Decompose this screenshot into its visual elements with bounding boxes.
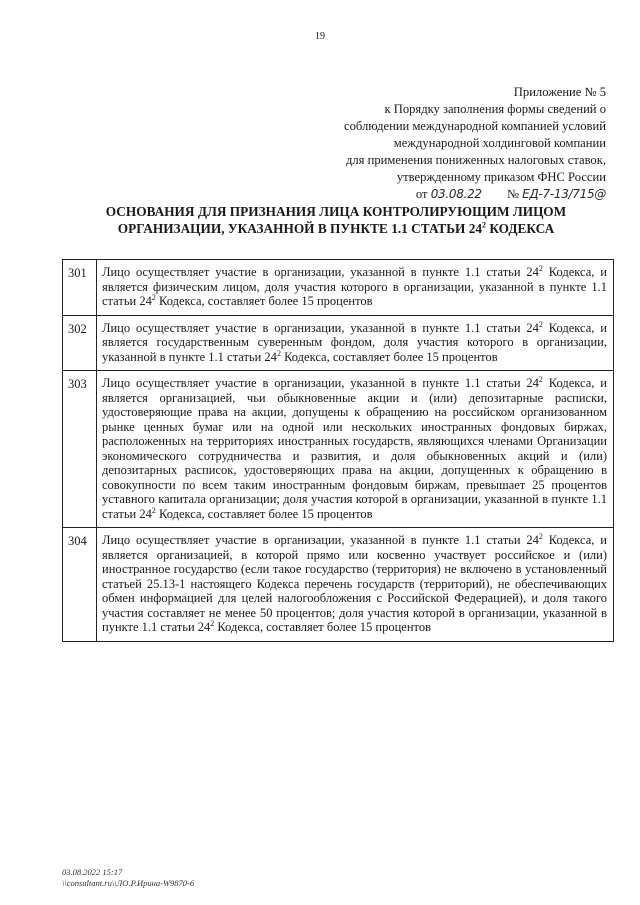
row-text: Лицо осуществляет участие в организации, указанной в пункте 1.1 статьи 24 — [102, 265, 539, 279]
appendix-line: для применения пониженных налоговых ставок, — [345, 153, 606, 167]
row-text: Кодекса, составляет более 15 процентов — [155, 506, 373, 521]
title-superscript: 2 — [482, 220, 486, 230]
table-row — [63, 260, 614, 316]
row-code: 304 — [63, 528, 97, 642]
row-text: Кодекса, составляет более 15 процентов — [155, 294, 373, 308]
row-sup: 2 — [538, 531, 543, 541]
row-sup: 2 — [276, 348, 281, 358]
row-text: Кодекса, и является организацией, чьи обыкновенные акции и (или) депозитарные расписки, удостоверяющие права на акции, допущены к обращению на российском организованном рынке ценных бумаг или на одной или нескольких иностранных фондовых биржах, расположенных на территориях иностранных государств, являющихся членами Организации экономического сотрудничества и развития, и доля обыкновенных акций и (или) депозитарных расписок, удостоверяющих права на акции, допущенных к обращению в совокупности по всем таким иностранным фондовым биржам, превышает 25 процентов уставного капитала организации; доля участия которой в организации, указанной в пункте 1.1 статьи 24 — [102, 376, 607, 521]
table-row — [63, 528, 614, 642]
title-line-1: ОСНОВАНИЯ ДЛЯ ПРИЗНАНИЯ ЛИЦА КОНТРОЛИРУЮЩИМ ЛИЦОМ — [105, 204, 567, 219]
row-text: Кодекса, составляет более 15 процентов — [280, 349, 498, 364]
row-sup: 2 — [538, 374, 543, 384]
row-code: 301 — [63, 260, 97, 316]
title-line-2 — [64, 220, 608, 237]
appendix-line: соблюдении международной компанией условий — [344, 119, 606, 133]
title-line-2-end: КОДЕКСА — [486, 221, 555, 236]
row-description — [97, 260, 614, 316]
table-row — [63, 371, 614, 528]
row-text: Лицо осуществляет участие в организации, указанной в пункте 1.1 статьи 24 — [102, 320, 539, 335]
row-sup: 2 — [151, 505, 156, 515]
row-sup: 2 — [151, 292, 156, 302]
number-prefix: № — [506, 187, 519, 201]
row-text: Кодекса, и является организацией, в которой прямо или косвенно участвует российское и (или) иностранное государство (если такое государство (территория) не включено в установленный статьей 25.13-1 настоящего Кодекса перечень государств (территорий), не обеспечивающих обмен информацией для целей налогообложения с Российской Федерацией), и доля такого участия составляет не менее 50 процентов; доля участия которой в организации, указанной в пункте 1.1 статьи 24 — [102, 533, 607, 634]
appendix-line: утвержденному приказом ФНС России — [396, 170, 606, 184]
order-date-number — [266, 186, 606, 203]
row-description — [97, 315, 614, 371]
order-number: ЕД-7-13/715@ — [522, 187, 606, 201]
row-text: Кодекса, составляет более 15 процентов — [214, 620, 431, 634]
title-line-2-text: ОРГАНИЗАЦИИ, УКАЗАННОЙ В ПУНКТЕ 1.1 СТАТЬИ 24 — [117, 221, 482, 236]
row-text: Кодекса, и является физическим лицом, доля участия которого в организации, указанной в пункте 1.1 статьи 24 — [102, 265, 607, 308]
row-text: Лицо осуществляет участие в организации, указанной в пункте 1.1 статьи 24 — [102, 533, 539, 547]
appendix-line: Приложение № 5 — [513, 85, 606, 99]
row-description — [97, 528, 614, 642]
order-date: 03.08.22 — [430, 187, 482, 201]
row-sup: 2 — [210, 618, 215, 628]
row-text: Лицо осуществляет участие в организации, указанной в пункте 1.1 статьи 24 — [102, 376, 539, 390]
row-code: 303 — [63, 371, 97, 528]
grounds-table — [62, 259, 614, 642]
row-sup: 2 — [538, 263, 543, 273]
row-code: 302 — [63, 315, 97, 371]
print-footer — [62, 867, 194, 889]
row-description — [97, 371, 614, 528]
appendix-line: международной холдинговой компании — [393, 136, 606, 150]
appendix-block — [266, 84, 606, 203]
document-title — [64, 203, 608, 237]
row-sup: 2 — [538, 319, 543, 329]
page-number: 19 — [315, 31, 325, 42]
appendix-line: к Порядку заполнения формы сведений о — [384, 102, 606, 116]
table-row — [63, 315, 614, 371]
footer-path: \\consultant.ru\\ЛО.Р.Ирина-W9870-6 — [62, 878, 195, 888]
footer-timestamp: 03.08.2022 15:17 — [62, 867, 123, 877]
row-text: Кодекса, и является государственным суверенным фондом, доля участия которого в организации, указанной в пункте 1.1 статьи 24 — [102, 320, 607, 364]
date-prefix: от — [415, 187, 428, 201]
